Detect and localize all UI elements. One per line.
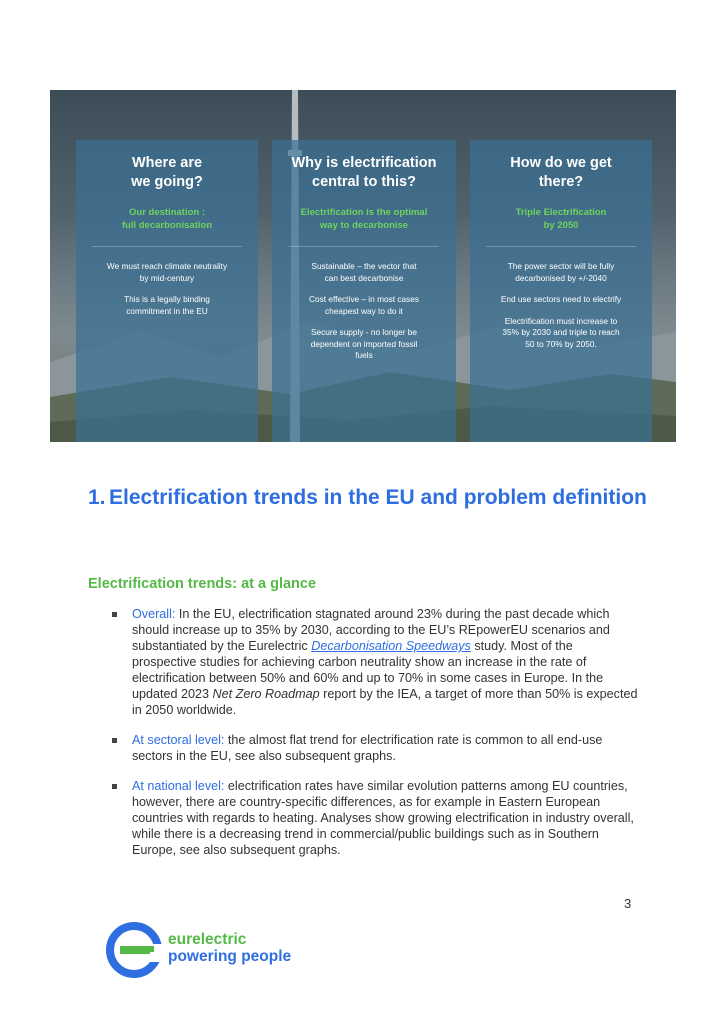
list-item — [112, 778, 640, 858]
bullet-square-icon — [112, 612, 117, 617]
card-title: Where are we going? — [131, 155, 203, 190]
bullet-text: the almost flat trend for electrification rate is common to all end-use sectors in the EU, see also subsequent graphs. — [132, 733, 603, 763]
card-paragraph: The power sector will be fully decarbonised by +/-2040 — [507, 261, 615, 283]
hero-card-destination — [76, 140, 258, 442]
page-number: 3 — [624, 896, 632, 911]
eurelectric-logo — [106, 922, 306, 982]
card-paragraph: Cost effective – in most cases cheapest way to do it — [308, 294, 420, 316]
card-paragraph: This is a legally binding commitment in the EU — [124, 294, 210, 316]
card-paragraph: Sustainable – the vector that can best decarbonise — [311, 261, 417, 283]
card-paragraph: End use sectors need to electrify — [500, 294, 622, 304]
bullet-text: study. Most of the prospective studies for achieving carbon neutrality show an increase in the rate of electrification between 50% and 60% and up to 70% in some cases in Europe. In the updated 2023 — [132, 639, 604, 701]
list-item — [112, 606, 640, 718]
bullet-list — [112, 606, 640, 872]
bullet-lead: Overall: — [132, 607, 176, 621]
hero-card-why — [272, 140, 456, 442]
card-divider — [92, 246, 242, 247]
bullet-lead: At national level: — [132, 779, 225, 793]
bullet-text: report by the IEA, a target of more than 50% is expected in 2050 worldwide. — [132, 687, 638, 717]
bullet-text: electrification rates have similar evolution patterns among EU countries, however, there are country-specific differences, as for example in Eastern European countries with regards to heating. Analyses show growing electrification in industry overall, while there is a decreasing trend in commercial/public buildings such as in Southern Europe, see also subsequent graphs. — [132, 779, 634, 857]
bullet-square-icon — [112, 784, 117, 789]
list-item — [112, 732, 640, 764]
card-title: Why is electrification central to this? — [291, 155, 437, 190]
subheading: Electrification trends: at a glance — [88, 576, 317, 592]
section-number: 1. — [88, 486, 106, 509]
card-title: How do we get there? — [510, 155, 612, 190]
hero-card-how — [470, 140, 652, 442]
hero-banner — [50, 90, 676, 442]
card-paragraph: We must reach climate neutrality by mid-century — [106, 261, 228, 283]
card-subtitle: Our destination : full decarbonisation — [121, 207, 213, 231]
card-subtitle: Triple Electrification by 2050 — [515, 207, 607, 231]
logo-text-line2: powering people — [168, 948, 292, 965]
card-divider — [486, 246, 636, 247]
card-subtitle: Electrification is the optimal way to decarbonise — [300, 207, 428, 231]
logo-text-line1: eurelectric — [168, 931, 247, 948]
bullet-text: In the EU, electrification stagnated around 23% during the past decade which should increase up to 35% by 2030, according to the EU’s REpowerEU scenarios and substantiated by the Eurelectric — [132, 607, 610, 653]
section-title: Electrification trends in the EU and problem definition — [109, 486, 647, 509]
decarbonisation-speedways-link[interactable]: Decarbonisation Speedways — [311, 639, 471, 653]
card-paragraph: Electrification must increase to 35% by 2030 and triple to reach 50 to 70% by 2050. — [502, 315, 620, 349]
section-heading — [88, 484, 648, 511]
eurelectric-e-icon — [106, 922, 162, 978]
bullet-square-icon — [112, 738, 117, 743]
card-divider — [289, 246, 439, 247]
bullet-italic: Net Zero Roadmap — [212, 687, 320, 701]
bullet-lead: At sectoral level: — [132, 733, 225, 747]
card-paragraph: Secure supply - no longer be dependent on imported fossil fuels — [310, 327, 418, 360]
